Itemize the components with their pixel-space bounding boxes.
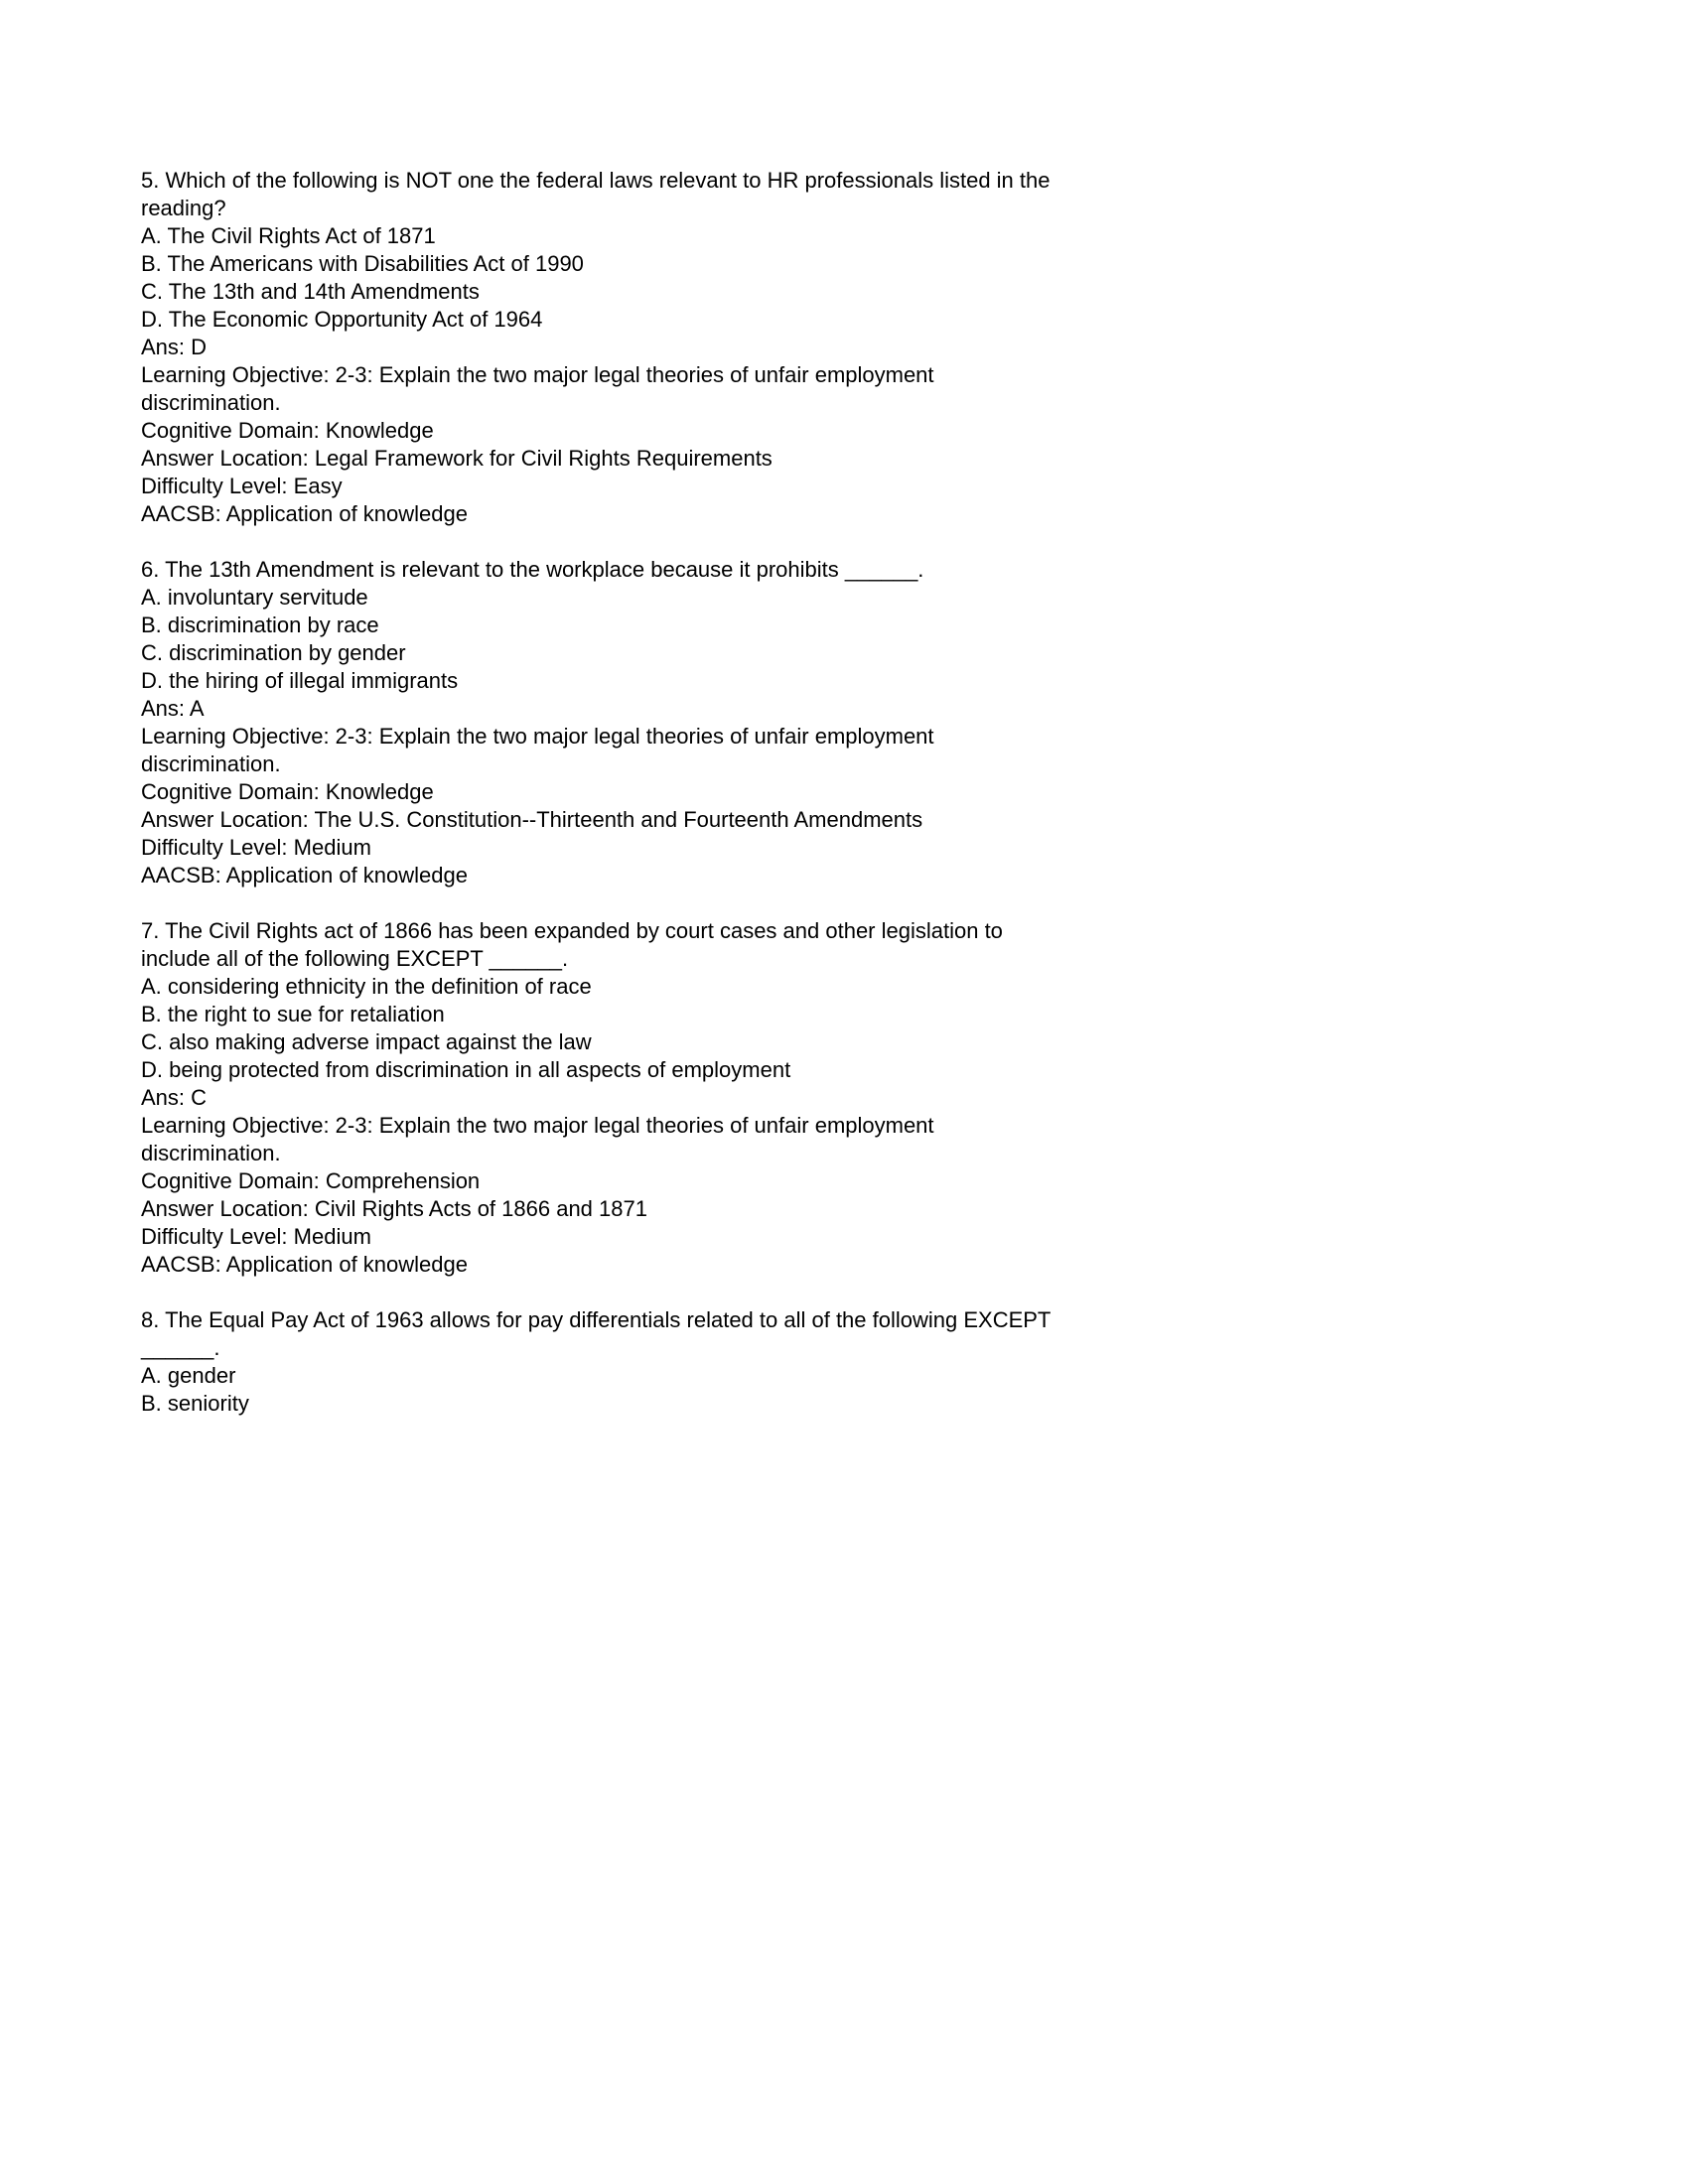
answer-option: D. the hiring of illegal immigrants — [141, 668, 459, 693]
question-block-7 — [141, 917, 1069, 1279]
aacsb-tag: AACSB: Application of knowledge — [141, 501, 468, 526]
answer-option: D. being protected from discrimination in all aspects of employment — [141, 1057, 791, 1082]
answer-option: C. also making adverse impact against the law — [141, 1029, 592, 1054]
learning-objective: Learning Objective: 2-3: Explain the two major legal theories of unfair employment discrimination. — [141, 362, 934, 415]
answer-key: Ans: A — [141, 696, 205, 721]
learning-objective: Learning Objective: 2-3: Explain the two major legal theories of unfair employment discrimination. — [141, 724, 934, 776]
cognitive-domain: Cognitive Domain: Knowledge — [141, 418, 434, 443]
answer-option: B. discrimination by race — [141, 613, 379, 637]
answer-option: B. The Americans with Disabilities Act of 1990 — [141, 251, 584, 276]
learning-objective: Learning Objective: 2-3: Explain the two major legal theories of unfair employment discrimination. — [141, 1113, 934, 1165]
answer-key: Ans: C — [141, 1085, 208, 1110]
question-block-6 — [141, 556, 1069, 889]
difficulty-level: Difficulty Level: Medium — [141, 1224, 371, 1249]
answer-option: B. seniority — [141, 1391, 249, 1416]
difficulty-level: Difficulty Level: Easy — [141, 474, 343, 498]
answer-option: C. discrimination by gender — [141, 640, 406, 665]
answer-option: A. considering ethnicity in the definition of race — [141, 974, 592, 999]
question-text: 8. The Equal Pay Act of 1963 allows for pay differentials related to all of the following EXCEPT ______. — [141, 1307, 1051, 1360]
answer-option: B. the right to sue for retaliation — [141, 1002, 445, 1026]
difficulty-level: Difficulty Level: Medium — [141, 835, 371, 860]
answer-location: Answer Location: Civil Rights Acts of 1866 and 1871 — [141, 1196, 647, 1221]
answer-key: Ans: D — [141, 335, 208, 359]
cognitive-domain: Cognitive Domain: Comprehension — [141, 1168, 481, 1193]
question-block-5 — [141, 167, 1069, 528]
question-block-8 — [141, 1306, 1069, 1418]
answer-location: Answer Location: Legal Framework for Civil Rights Requirements — [141, 446, 773, 471]
question-text: 7. The Civil Rights act of 1866 has been expanded by court cases and other legislation to include all of the following EXCEPT ______. — [141, 918, 1003, 971]
answer-option: D. The Economic Opportunity Act of 1964 — [141, 307, 543, 332]
answer-option: A. involuntary servitude — [141, 585, 368, 610]
aacsb-tag: AACSB: Application of knowledge — [141, 1252, 468, 1277]
document-content — [141, 167, 1069, 1445]
answer-option: A. The Civil Rights Act of 1871 — [141, 223, 436, 248]
cognitive-domain: Cognitive Domain: Knowledge — [141, 779, 434, 804]
answer-location: Answer Location: The U.S. Constitution--Thirteenth and Fourteenth Amendments — [141, 807, 923, 832]
answer-option: C. The 13th and 14th Amendments — [141, 279, 480, 304]
question-text: 6. The 13th Amendment is relevant to the workplace because it prohibits ______. — [141, 557, 924, 582]
answer-option: A. gender — [141, 1363, 236, 1388]
question-text: 5. Which of the following is NOT one the federal laws relevant to HR professionals listed in the reading? — [141, 168, 1051, 220]
aacsb-tag: AACSB: Application of knowledge — [141, 863, 468, 887]
